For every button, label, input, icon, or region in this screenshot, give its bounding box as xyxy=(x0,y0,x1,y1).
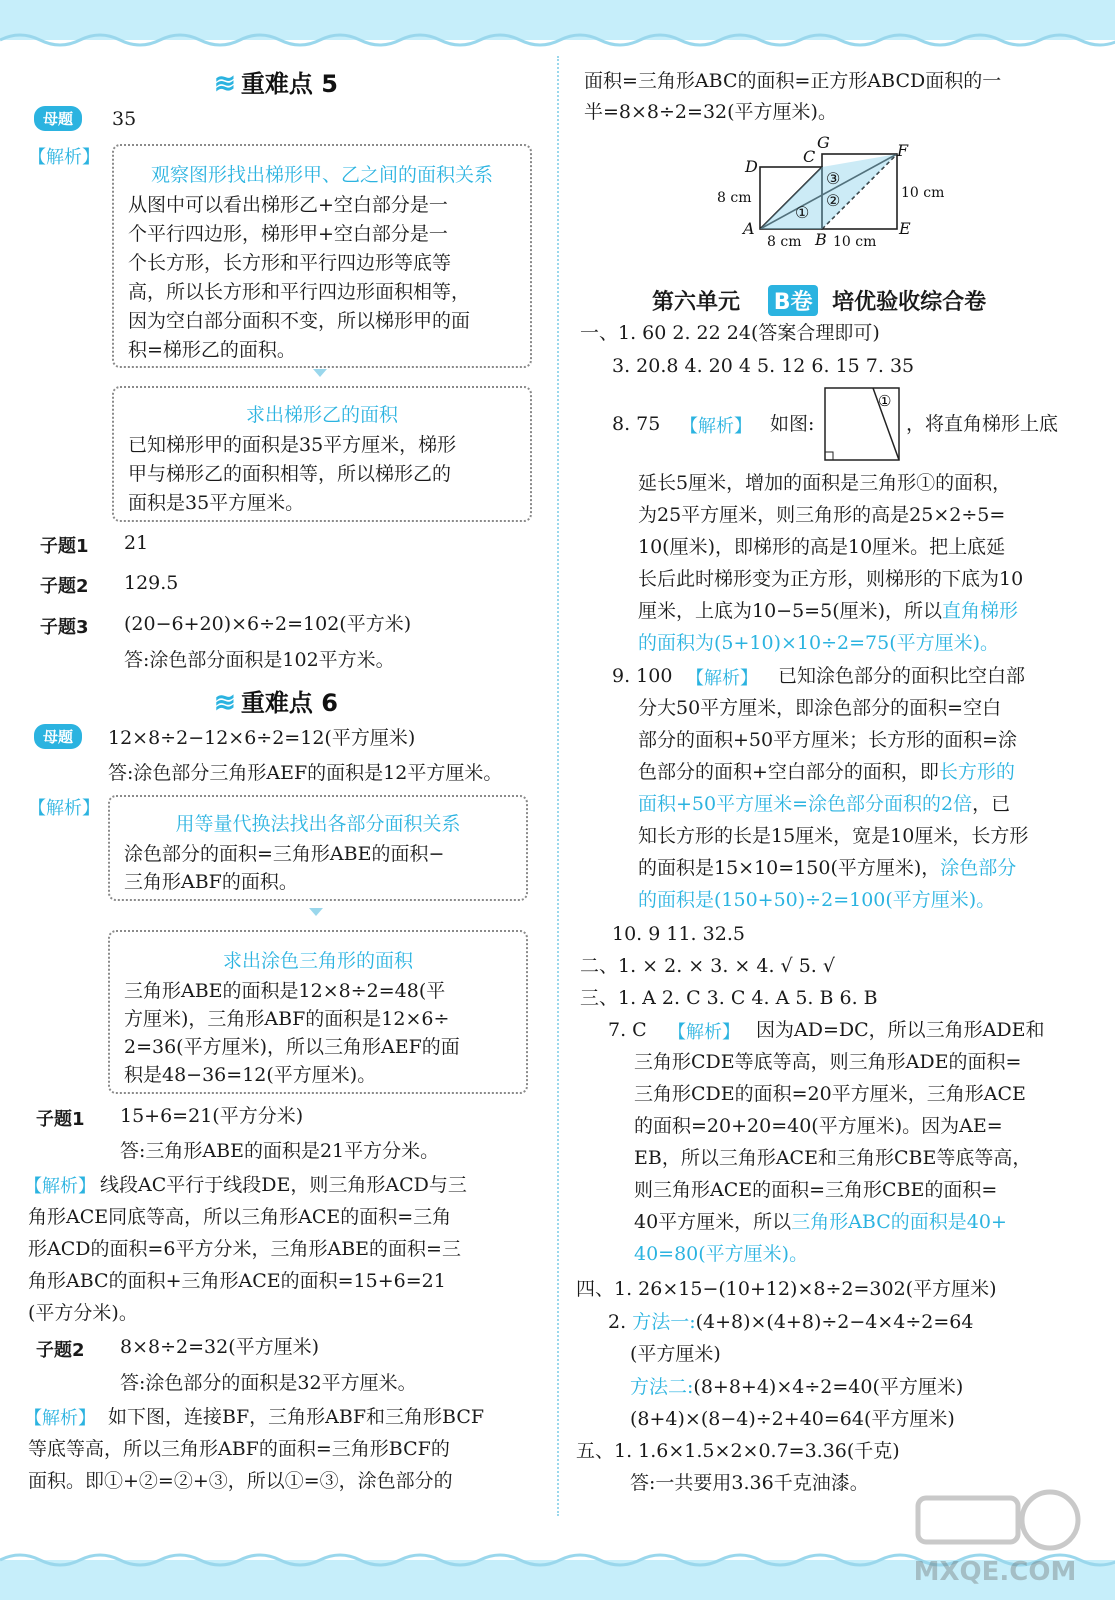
region-3: ③ xyxy=(826,169,841,188)
q8-line: 长后此时梯形变为正方形，则梯形的下底为10 xyxy=(638,568,1024,590)
box-line: 涂色部分的面积=三角形ABE的面积− xyxy=(124,843,445,865)
q7-line: EB，所以三角形ACE和三角形CBE等底等高， xyxy=(634,1147,1032,1169)
analysis-box-2 xyxy=(112,386,532,522)
box-line: 因为空白部分面积不变，所以梯形甲的面 xyxy=(128,310,471,332)
box-line: 三角形ABE的面积是12×8÷2=48(平 xyxy=(124,980,446,1002)
analysis-line: 线段AC平行于线段DE，则三角形ACD与三 xyxy=(100,1174,467,1196)
analysis-line: 面积。即①+②=②+③，所以①=③，涂色部分的 xyxy=(28,1470,453,1492)
q9-line: 部分的面积+50平方厘米；长方形的面积=涂 xyxy=(638,729,1018,751)
q7-line: 三角形CDE的面积=20平方厘米，三角形ACE xyxy=(634,1083,1026,1105)
mu-ti-badge: 母题 xyxy=(34,106,82,131)
arrow-down-icon xyxy=(313,369,327,377)
mu-ti-answer: 12×8÷2−12×6÷2=12(平方厘米) xyxy=(108,727,416,749)
region-2: ② xyxy=(826,191,841,210)
q8-answer: 8. 75 xyxy=(612,413,661,435)
box-line: 甲与梯形乙的面积相等，所以梯形乙的 xyxy=(128,463,452,485)
part5-answer: 答:一共要用3.36千克油漆。 xyxy=(630,1472,869,1494)
analysis-line: 形ACD的面积=6平方分米，三角形ABE的面积=三 xyxy=(28,1238,461,1260)
q8-line-highlight: 的面积为(5+10)×10÷2=75(平方厘米)。 xyxy=(638,632,1000,654)
jiexi-label: 【解析】 xyxy=(668,1022,740,1043)
mu-ti-badge: 母题 xyxy=(34,724,82,749)
part1-answers: 一、1. 60 2. 22 24(答案合理即可) xyxy=(580,322,880,344)
q10-q11-answers: 10. 9 11. 32.5 xyxy=(612,923,745,945)
label-e: E xyxy=(899,219,911,238)
sub-question-answer: 21 xyxy=(124,532,149,554)
label-g: G xyxy=(817,133,830,152)
jiexi-label: 【解析】 xyxy=(28,147,100,168)
continued-line: 面积=三角形ABC的面积=正方形ABCD面积的一 xyxy=(584,70,1002,92)
analysis-box-3 xyxy=(108,795,528,901)
box-title: 用等量代换法找出各部分面积关系 xyxy=(175,813,461,835)
q9-line: 知长方形的长是15厘米，宽是10厘米，长方形 xyxy=(638,825,1029,847)
paper-b-badge: B卷 xyxy=(768,285,819,316)
q8-line: 为25平方厘米，则三角形的高是25×2÷5= xyxy=(638,504,1006,526)
q7-line: 因为AD=DC，所以三角形ADE和 xyxy=(756,1019,1045,1041)
q9-line: 已知涂色部分的面积比空白部 xyxy=(778,665,1026,687)
part1-answers: 3. 20.8 4. 20 4 5. 12 6. 15 7. 35 xyxy=(612,355,915,377)
q8-line: 厘米，上底为10−5=5(厘米)，所以直角梯形 xyxy=(638,600,1019,622)
label-10cm-right: 10 cm xyxy=(901,185,945,201)
sub-question-answer: 答:三角形ABE的面积是21平方分米。 xyxy=(120,1140,440,1162)
sub-question-label: 子题3 xyxy=(40,617,89,638)
q7-line: 的面积=20+20=40(平方厘米)。因为AE= xyxy=(634,1115,1003,1137)
box-line: 三角形ABF的面积。 xyxy=(124,871,298,893)
watermark-logo xyxy=(900,1478,1090,1588)
part3-answers: 三、1. A 2. C 3. C 4. A 5. B 6. B xyxy=(580,987,878,1009)
sub-question-label: 子题2 xyxy=(40,576,89,597)
part4-q2-line: (8+4)×(8−4)÷2+40=64(平方厘米) xyxy=(630,1408,955,1430)
jiexi-label: 【解析】 xyxy=(686,668,758,689)
label-d: D xyxy=(745,157,758,176)
label-c: C xyxy=(803,147,816,166)
part4-q1: 四、1. 26×15−(10+12)×8÷2=302(平方厘米) xyxy=(576,1278,997,1300)
q7-answer: 7. C xyxy=(608,1019,647,1041)
label-b: B xyxy=(815,230,827,249)
section-title-6: ≋ 重难点 6 xyxy=(214,688,338,718)
jiexi-label: 【解析】 xyxy=(24,1176,96,1197)
jiexi-label: 【解析】 xyxy=(24,1408,96,1429)
part4-q2: 2. 方法一:(4+8)×(4+8)÷2−4×4÷2=64 xyxy=(608,1311,974,1333)
label-f: F xyxy=(897,141,909,160)
box-line: 积是48−36=12(平方厘米)。 xyxy=(124,1064,377,1086)
box-line: 个平行四边形，梯形甲+空白部分是一 xyxy=(128,223,448,245)
analysis-box-4 xyxy=(108,930,528,1094)
unit-title: 第六单元 B卷 培优验收综合卷 xyxy=(652,285,986,316)
top-wave-decoration xyxy=(0,30,1115,50)
analysis-line: 角形ACE同底等高，所以三角形ACE的面积=三角 xyxy=(28,1206,452,1228)
mu-ti-answer: 35 xyxy=(112,108,137,130)
analysis-line: 等底等高，所以三角形ABF的面积=三角形BCF的 xyxy=(28,1438,450,1460)
box-line: 面积是35平方厘米。 xyxy=(128,492,305,514)
sub-question-label: 子题1 xyxy=(40,536,89,557)
sub-question-label: 子题1 xyxy=(36,1109,85,1130)
part4-q2-line: (平方厘米) xyxy=(630,1343,721,1365)
box-title: 观察图形找出梯形甲、乙之间的面积关系 xyxy=(150,164,493,186)
region-1: ① xyxy=(795,203,810,222)
box-line: 2=36(平方厘米)，所以三角形AEF的面 xyxy=(124,1036,460,1058)
sub-question-answer: (20−6+20)×6÷2=102(平方米) xyxy=(124,613,412,635)
q7-line: 则三角形ACE的面积=三角形CBE的面积= xyxy=(634,1179,998,1201)
analysis-line: 如下图，连接BF，三角形ABF和三角形BCF xyxy=(108,1406,485,1428)
label-10cm-bottom: 10 cm xyxy=(833,234,877,250)
q8-text: 如图: xyxy=(770,413,815,435)
jiexi-label: 【解析】 xyxy=(680,416,752,437)
sub-question-answer: 答:涂色部分面积是102平方米。 xyxy=(124,649,395,671)
q9-line: 色部分的面积+空白部分的面积，即长方形的 xyxy=(638,761,1015,783)
wave-icon: ≋ xyxy=(214,69,236,99)
sub-question-answer: 129.5 xyxy=(124,572,179,594)
q9-line-highlight: 的面积是(150+50)÷2=100(平方厘米)。 xyxy=(638,889,996,911)
q7-line-highlight: 40=80(平方厘米)。 xyxy=(634,1243,809,1265)
continued-line: 半=8×8÷2=32(平方厘米)。 xyxy=(584,101,837,123)
q8-text: ，将直角梯形上底 xyxy=(906,413,1059,435)
label-8cm-left: 8 cm xyxy=(717,190,752,206)
wave-icon: ≋ xyxy=(214,688,236,718)
box-line: 积=梯形乙的面积。 xyxy=(128,339,296,361)
watermark-text: MXQE.COM xyxy=(913,1557,1077,1587)
q9-answer: 9. 100 xyxy=(612,665,673,687)
analysis-line: 角形ABC的面积+三角形ACE的面积=15+6=21 xyxy=(28,1270,446,1292)
sub-question-label: 子题2 xyxy=(36,1340,85,1361)
q7-line: 三角形CDE等底等高，则三角形ADE的面积= xyxy=(634,1051,1022,1073)
sub-question-answer: 8×8÷2=32(平方厘米) xyxy=(120,1336,320,1358)
label-8cm-bottom: 8 cm xyxy=(767,234,802,250)
box-title: 求出涂色三角形的面积 xyxy=(222,950,413,972)
triangle-1-label: ① xyxy=(878,392,892,410)
analysis-line: (平方分米)。 xyxy=(28,1302,138,1324)
sub-question-answer: 答:涂色部分的面积是32平方厘米。 xyxy=(120,1372,417,1394)
box-line: 个长方形，长方形和平行四边形等底等 xyxy=(128,252,452,274)
geometry-figure-squares xyxy=(705,132,965,252)
label-a: A xyxy=(743,219,755,238)
q9-line: 的面积是15×10=150(平方厘米)，涂色部分 xyxy=(638,857,1017,879)
trapezoid-figure xyxy=(823,386,903,464)
column-divider xyxy=(557,56,559,1516)
part2-answers: 二、1. × 2. × 3. × 4. √ 5. √ xyxy=(580,955,835,977)
box-line: 方厘米)，三角形ABF的面积是12×6÷ xyxy=(124,1008,450,1030)
q8-line: 延长5厘米，增加的面积是三角形①的面积， xyxy=(638,472,1012,494)
q9-line: 面积+50平方厘米=涂色部分面积的2倍，已 xyxy=(638,793,1011,815)
box-title: 求出梯形乙的面积 xyxy=(245,404,398,426)
sub-question-answer: 15+6=21(平方分米) xyxy=(120,1105,304,1127)
q9-line: 分大50平方厘米，即涂色部分的面积=空白 xyxy=(638,697,1002,719)
jiexi-label: 【解析】 xyxy=(28,798,100,819)
q8-line: 10(厘米)，即梯形的高是10厘米。把上底延 xyxy=(638,536,1006,558)
part4-q2-line: 方法二:(8+8+4)×4÷2=40(平方厘米) xyxy=(630,1376,964,1398)
arrow-down-icon xyxy=(309,908,323,916)
mu-ti-answer: 答:涂色部分三角形AEF的面积是12平方厘米。 xyxy=(108,762,503,784)
part5-q1: 五、1. 1.6×1.5×2×0.7=3.36(千克) xyxy=(576,1440,900,1462)
box-line: 已知梯形甲的面积是35平方厘米，梯形 xyxy=(128,434,457,456)
box-line: 从图中可以看出梯形乙+空白部分是一 xyxy=(128,194,448,216)
analysis-box-1 xyxy=(112,144,532,368)
box-line: 高，所以长方形和平行四边形面积相等， xyxy=(128,281,471,303)
section-title-5: ≋ 重难点 5 xyxy=(214,69,338,99)
q7-line: 40平方厘米，所以三角形ABC的面积是40+ xyxy=(634,1211,1007,1233)
